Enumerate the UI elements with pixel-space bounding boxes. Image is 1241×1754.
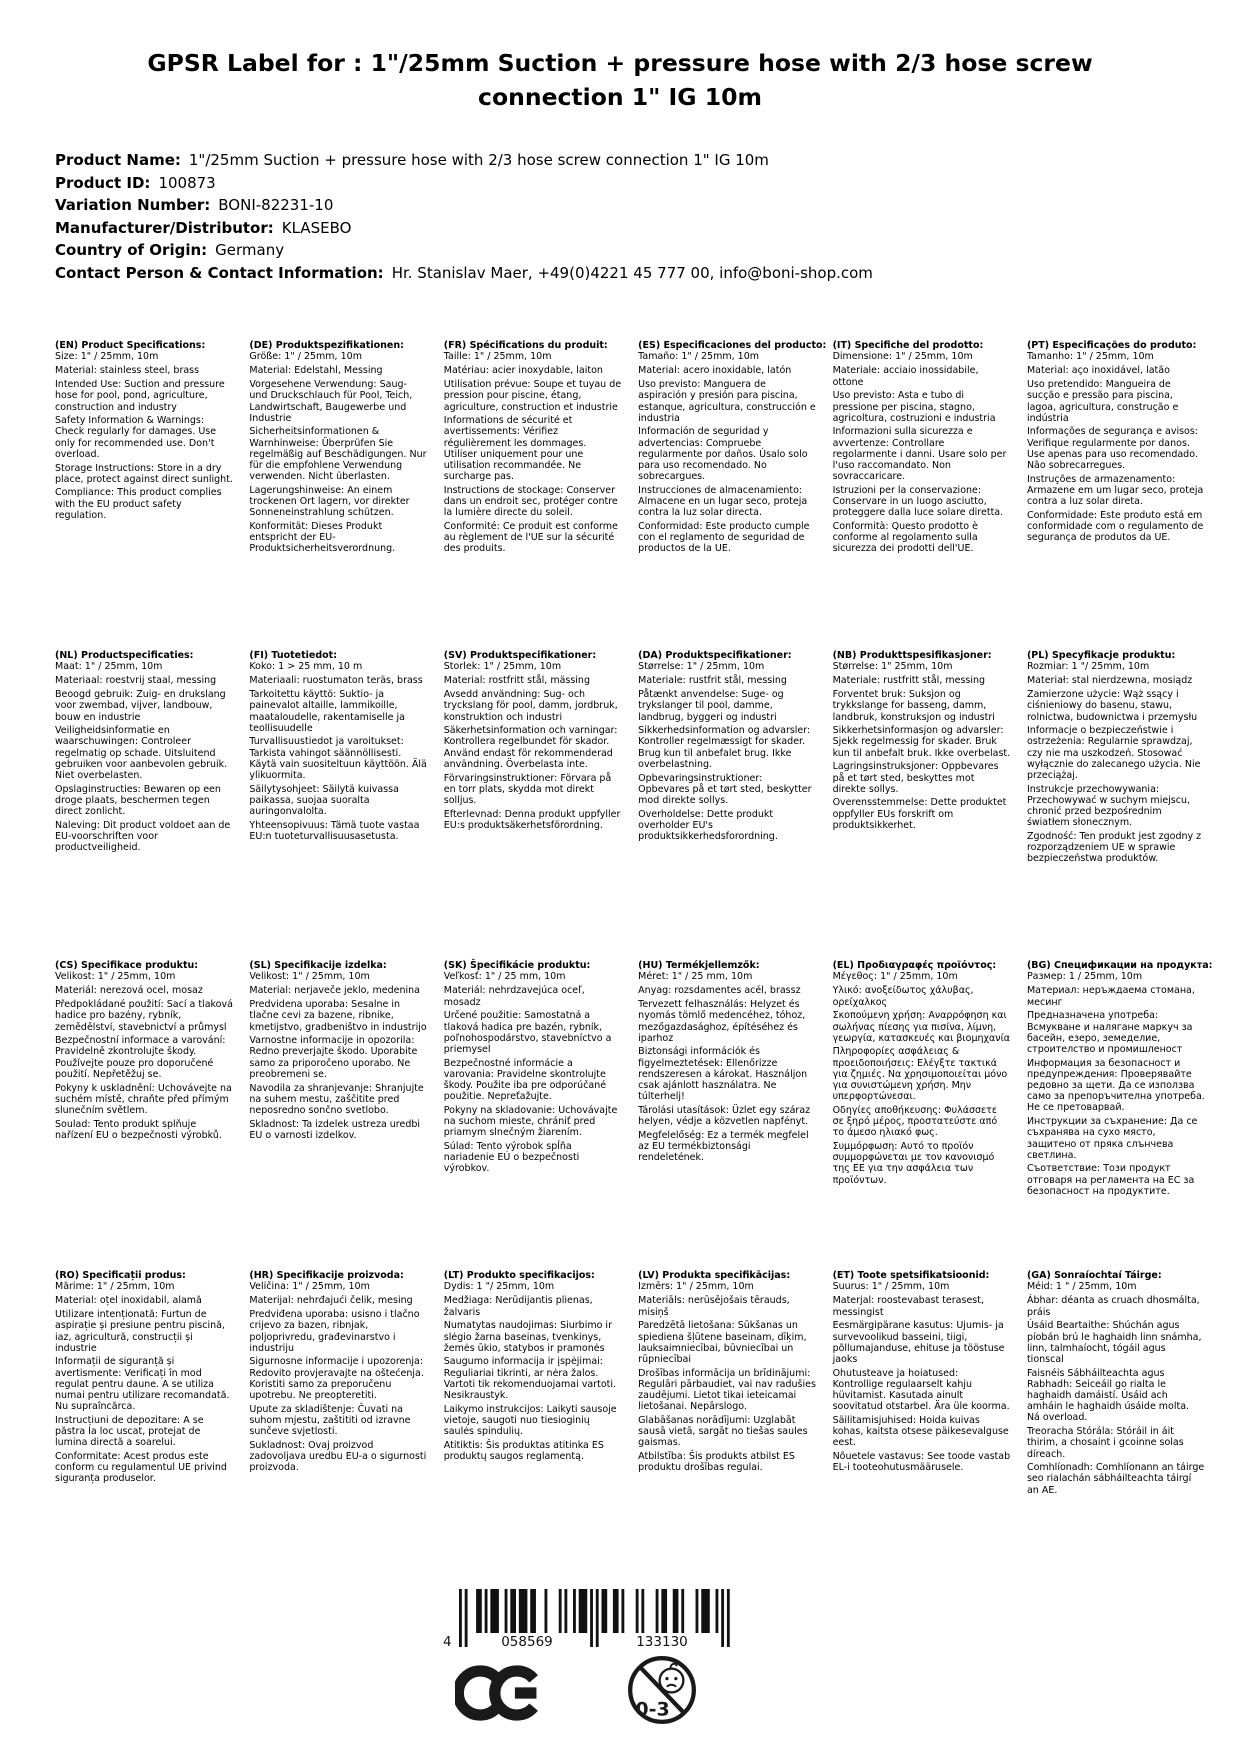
spec-paragraph: Storage Instructions: Store in a dry place, protect against direct sunlight. [55,462,233,485]
product-info-row [55,217,873,240]
spec-paragraph: Съответствие: Този продукт отговаря на регламента на ЕС за безопасност на продуктите. [1026,1163,1195,1197]
spec-block [249,960,427,1270]
spec-paragraph: Предназначена употреба: Всмукване и налягане маркуч за басейн, езеро, земеделие, строителство и промишленост [1026,1010,1193,1055]
spec-paragraph: Dimensione: 1" / 25mm, 10m [832,351,973,363]
spec-heading: (RO) Specificații produs: [55,1270,186,1281]
spec-paragraph: Taille: 1" / 25mm, 10m [443,351,552,363]
spec-paragraph: Materiał: stal nierdzewna, mosiądz [1026,675,1193,687]
spec-block [444,340,622,650]
spec-paragraph: Eesmärgipärane kasutus: Ujumis- ja survevoolikud basseini, tiigi, põllumajanduse, ehituse ja tööstuse jaoks [832,1320,1005,1365]
spec-paragraph: Tamaño: 1" / 25mm, 10m [638,351,759,363]
spec-paragraph: Materiál: nerezová ocel, mosaz [55,985,203,997]
spec-paragraph: Dydis: 1 "/ 25mm, 10m [443,1281,555,1293]
spec-block [638,1270,816,1498]
spec-block [249,340,427,650]
product-info-row [55,262,873,285]
spec-paragraph: Méret: 1" / 25 mm, 10m [638,971,753,983]
spec-block [249,650,427,960]
spec-paragraph: Ohutusteave ja hoiatused: Kontrollige regulaarselt kahju hüvitamist. Kasutada ainult soovitatud otstarbel. Ära üle koorma. [832,1367,1010,1413]
contact-value: Hr. Stanislav Maer, +49(0)4221 45 777 00, info@boni-shop.com [391,263,873,282]
spec-heading: (SV) Produktspecifikationer: [443,650,597,661]
spec-paragraph: Οδηγίες αποθήκευσης: Φυλάσσετε σε ξηρό μέρος, προστατεύστε από το άμεσο ηλιακό φως. [832,1104,998,1139]
spec-block [444,1270,622,1498]
spec-paragraph: Méid: 1 " / 25mm, 10m [1026,1281,1137,1293]
spec-block [55,340,233,650]
spec-paragraph: Størrelse: 1" / 25mm, 10m [638,661,765,673]
spec-paragraph: Velikost: 1" / 25mm, 10m [55,971,176,983]
manufacturer-value: KLASEBO [281,218,352,237]
spec-paragraph: Materiāls: nerūsējošais tērauds, misiņš [638,1295,790,1318]
spec-paragraph: Material: oțel inoxidabil, alamă [55,1295,202,1307]
spec-paragraph: Säilitamisjuhised: Hoida kuivas kohas, kaitsta otsese päikesevalguse eest. [832,1414,1009,1449]
spec-paragraph: Opbevaringsinstruktioner: Opbevares på et tørt sted, beskytter mod direkte sollys. [638,772,812,806]
spec-paragraph: Informazioni sulla sicurezza e avvertenze: Controllare regolarmente i danni. Usare solo per l'uso raccomandato. Non sovraccaricare. [832,426,1007,483]
spec-paragraph: Sicherheitsinformationen & Warnhinweise: Überprüfen Sie regelmäßig auf Beschädigungen. Nur für die empfohlene Verwendung verwenden. Nicht überlasten. [249,426,427,483]
spec-block [55,960,233,1270]
spec-block [1027,340,1205,650]
variation-number-label: Variation Number: [55,196,211,214]
spec-paragraph: Úsáid Beartaithe: Shúchán agus píobán brú le haghaidh linn snámha, linn, talmhaíocht, tógáil agus tionscal [1026,1320,1202,1365]
spec-heading: (HR) Specifikacije proizvoda: [249,1270,404,1281]
spec-paragraph: Påtænkt anvendelse: Suge- og trykslanger til pool, damme, landbrug, byggeri og industri [638,689,784,723]
spec-heading: (LT) Produkto specifikacijos: [443,1270,595,1281]
spec-paragraph: Drošības informācija un brīdinājumi: Regulāri pārbaudiet, vai nav radušies zaudējumi. Lietot tikai ieteicamai lietošanai. Nepārslogo. [638,1367,816,1413]
spec-paragraph: Materiale: rustfrit stål, messing [638,675,787,687]
spec-paragraph: Materijal: nehrđajući čelik, mesing [249,1295,413,1307]
spec-paragraph: Súlad: Tento výrobok spĺňa nariadenie EÚ o bezpečnosti výrobkov. [443,1141,580,1175]
spec-paragraph: Laikymo instrukcijos: Laikyti sausoje vietoje, saugoti nuo tiesioginių saulės spindulių. [443,1403,617,1438]
spec-heading: (FR) Spécifications du produit: [443,340,608,351]
spec-paragraph: Efterlevnad: Denna produkt uppfyller EU:s produktsäkerhetsförordning. [443,808,621,831]
spec-paragraph: Overholdelse: Dette produkt overholder EU's produktsikkerhedsforordning. [638,808,778,843]
spec-paragraph: Материал: неръждаема стомана, месинг [1026,985,1195,1008]
spec-paragraph: Istruzioni per la conservazione: Conservare in un luogo asciutto, proteggere dalla luce solare diretta. [832,484,1004,519]
spec-paragraph: Informations de sécurité et avertissements: Vérifiez régulièrement les dommages. Utiliser uniquement pour une utilisation recommandée. Ne surcharge pas. [443,415,587,483]
age-warning-label: 0-3 [635,1698,670,1721]
spec-paragraph: Materiál: nehrdzavejúca oceľ, mosadz [443,985,585,1008]
spec-block [444,650,622,960]
spec-paragraph: Materiale: rustfritt stål, messing [832,675,986,687]
spec-paragraph: Μέγεθος: 1" / 25mm, 10m [832,971,958,983]
spec-paragraph: Lagerungshinweise: An einem trockenen Ort lagern, vor direkter Sonneneinstrahlung schützen. [249,484,410,519]
spec-paragraph: Utilizare intenționată: Furtun de aspirație și presiune pentru piscină, iaz, agricultură, construcții și industrie [55,1309,225,1354]
spec-paragraph: Compliance: This product complies with the EU product safety regulation. [55,487,222,521]
spec-paragraph: Anyag: rozsdamentes acél, brassz [638,985,801,997]
spec-block [833,960,1011,1270]
spec-paragraph: Instrukcje przechowywania: Przechowywać w suchym miejscu, chronić przed bezpośrednim światłem słonecznym. [1026,783,1191,829]
spec-paragraph: Säilytysohjeet: Säilytä kuivassa paikassa, suojaa suoralta auringonvalolta. [249,783,399,818]
spec-paragraph: Atitiktis: Šis produktas atitinka ES produktų saugos reglamentą. [443,1439,604,1463]
spec-paragraph: Rozmiar: 1 "/ 25mm, 10m [1026,661,1150,673]
spec-paragraph: Matériau: acier inoxydable, laiton [443,365,603,377]
spec-paragraph: Conformitate: Acest produs este conform cu regulamentul UE privind siguranța produselor. [55,1451,227,1485]
spec-paragraph: Veiligheidsinformatie en waarschuwingen: Controleer regelmatig op schade. Uitsluitend gebruiken voor aanbevolen gebruik. Niet overbelasten. [55,725,228,782]
spec-paragraph: Размер: 1 / 25mm, 10m [1026,971,1143,983]
spec-paragraph: Material: nerjaveče jeklo, medenina [249,985,420,997]
spec-paragraph: Material: rostfritt stål, mässing [443,675,590,687]
spec-block [55,650,233,960]
spec-heading: (SL) Specifikacije izdelka: [249,960,387,971]
spec-grid [55,340,1213,1498]
manufacturer-label: Manufacturer/Distributor: [55,218,274,237]
ean-barcode-bars [441,1589,737,1651]
spec-paragraph: Atbilstība: Šis produkts atbilst ES produktu drošības regulai. [638,1451,795,1474]
spec-paragraph: Pokyny na skladovanie: Uchovávajte na suchom mieste, chrániť pred priamym slnečným žiarením. [443,1104,618,1139]
spec-block [638,960,816,1270]
spec-paragraph: Saugumo informacija ir įspėjimai: Reguliariai tikrinti, ar nėra žalos. Vartoti tik rekomenduojamai vartoti. Nesikraustyk. [443,1356,617,1402]
spec-paragraph: Predvidena uporaba: Sesalne in tlačne cevi za bazene, ribnike, kmetijstvo, gradbeništvo in industrijo [249,999,427,1033]
spec-paragraph: Paredzētā lietošana: Sūkšanas un spiediena šļūtene baseinam, dīķim, lauksaimniecībai, būvniecībai un rūpniecībai [638,1320,807,1365]
spec-heading: (CS) Specifikace produktu: [55,960,199,971]
spec-paragraph: Sukladnost: Ovaj proizvod zadovoljava uredbu EU-a o sigurnosti proizvoda. [249,1439,427,1474]
spec-paragraph: Nõuetele vastavus: See toode vastab EL-i tooteohutusmäärusele. [832,1451,1011,1474]
spec-paragraph: Bezpečnostní informace a varování: Pravidelně zkontrolujte škody. Používejte pouze pro doporučené použití. Nepřetěžuj se. [55,1035,226,1080]
spec-heading: (DE) Produktspezifikationen: [249,340,404,351]
spec-paragraph: Συμμόρφωση: Αυτό το προϊόν συμμορφώνεται με τον κανονισμό της ΕΕ για την ασφάλεια των προϊόντων. [832,1141,995,1186]
spec-paragraph: Předpokládané použití: Sací a tlaková hadice pro bazény, rybník, zemědělství, stavebnictví a průmysl [55,999,233,1033]
spec-heading: (ET) Toote spetsifikatsioonid: [832,1270,990,1281]
spec-paragraph: Material: Edelstahl, Messing [249,365,383,377]
spec-paragraph: Skladnost: Ta izdelek ustreza uredbi EU o varnosti izdelkov. [249,1118,421,1141]
spec-paragraph: Velikost: 1" / 25mm, 10m [249,971,370,983]
spec-paragraph: Navodila za shranjevanje: Shranjujte na suhem mestu, zaščitite pred neposredno sončno svetlobo. [249,1082,424,1116]
spec-paragraph: Material: aço inoxidável, latão [1026,365,1170,377]
spec-heading: (LV) Produkta specifikācijas: [638,1270,791,1281]
product-info [55,149,873,284]
spec-paragraph: Veľkosť: 1" / 25 mm, 10m [443,971,566,983]
spec-paragraph: Material: acero inoxidable, latón [638,365,792,377]
spec-paragraph: Conformité: Ce produit est conforme au règlement de l'UE sur la sécurité des produits. [443,521,618,555]
spec-block [833,340,1011,650]
spec-heading: (DA) Produktspecifikationer: [638,650,792,661]
spec-paragraph: Material: stainless steel, brass [55,365,200,377]
spec-paragraph: Sikkerhedsinformation og advarsler: Kontroller regelmæssigt for skader. Brug kun til anbefalet brug. Ikke overbelastning. [638,725,811,770]
ce-mark-icon [455,1663,543,1727]
spec-paragraph: Forventet bruk: Suksjon og trykkslange for basseng, damm, landbruk, konstruksjon og industri [832,689,995,723]
spec-heading: (EL) Προδιαγραφές προϊόντος: [832,960,997,971]
spec-block [833,1270,1011,1498]
spec-heading: (PT) Especificações do produto: [1026,340,1197,351]
spec-paragraph: Veličina: 1" / 25mm, 10m [249,1281,370,1293]
product-name-label: Product Name: [55,151,181,169]
spec-paragraph: Upute za skladištenje: Čuvati na suhom mjestu, zaštititi od izravne sunčeve svjetlosti. [249,1403,411,1438]
spec-paragraph: Instrucciones de almacenamiento: Almacene en un lugar seco, proteja contra la luz solar directa. [638,484,808,519]
spec-paragraph: Materjal: roostevabast terasest, messingist [832,1295,984,1318]
spec-paragraph: Instructions de stockage: Conserver dans un endroit sec, protéger contre la lumière directe du soleil. [443,484,618,519]
spec-heading: (HU) Termékjellemzők: [638,960,760,971]
spec-paragraph: Uso pretendido: Mangueira de sucção e pressão para piscina, lagoa, agricultura, construção e indústria [1026,379,1179,424]
spec-heading: (GA) Sonraíochtaí Táirge: [1026,1270,1162,1281]
spec-paragraph: Informacje o bezpieczeństwie i ostrzeżenia: Regularnie sprawdzaj, czy nie ma uszkodzeń. Stosować wyłącznie do zalecanego użycia. Nie przeciążaj. [1026,725,1201,782]
spec-block [1027,1270,1205,1498]
spec-block [1026,960,1213,1270]
spec-paragraph: Tervezett felhasználás: Helyzet és nyomás tömlő medencéhez, tóhoz, mezőgazdasághoz, építéséhez és iparhoz [638,999,806,1044]
spec-paragraph: Vorgesehene Verwendung: Saug- und Druckschlauch für Pool, Teich, Landwirtschaft, Baugewerbe und Industrie [249,379,413,424]
spec-paragraph: Tamanho: 1" / 25mm, 10m [1026,351,1154,363]
product-info-row [55,172,873,195]
spec-heading: (PL) Specyfikacje produktu: [1026,650,1176,661]
spec-paragraph: Megfelelőség: Ez a termék megfelel az EU termékbiztonsági rendeletének. [638,1129,809,1164]
country-of-origin-value: Germany [215,241,285,259]
spec-paragraph: Förvaringsinstruktioner: Förvara på en torr plats, skydda mot direkt solljus. [443,772,612,806]
spec-paragraph: Größe: 1" / 25mm, 10m [249,351,362,363]
spec-paragraph: Sigurnosne informacije i upozorenja: Redovito provjeravajte na oštećenja. Koristiti samo za preporučenu upotrebu. Ne preopteretiti. [249,1356,424,1402]
spec-paragraph: Información de seguridad y advertencias: Compruebe regularmente por daños. Úsalo solo para uso recomendado. No sobrecargues. [638,426,808,483]
spec-block [249,1270,427,1498]
page-title: GPSR Label for : 1"/25mm Suction + pressure hose with 2/3 hose screw connection 1" IG 10m [147,49,1093,112]
spec-block [444,960,622,1270]
spec-paragraph: Safety Information & Warnings: Check regularly for damages. Use only for recommended use. Don't overload. [55,415,217,460]
spec-heading: (NB) Produkttspesifikasjoner: [832,650,992,661]
country-of-origin-label: Country of Origin: [55,241,208,259]
spec-paragraph: Beoogd gebruik: Zuig- en drukslang voor zwembad, vijver, landbouw, bouw en industrie [55,689,226,723]
spec-block [638,340,827,650]
spec-paragraph: Sikkerhetsinformasjon og advarsler: Sjekk regelmessig for skader. Bruk kun til anbefalt bruk. Ikke overbelast. [832,725,1011,759]
product-info-row [55,149,873,172]
spec-paragraph: Glabāšanas norādījumi: Uzglabāt sausā vietā, sargāt no tiešas saules gaismas. [638,1414,808,1449]
spec-block [1027,650,1205,960]
spec-paragraph: Materiale: acciaio inossidabile, ottone [832,365,979,388]
spec-heading: (NL) Productspecificaties: [55,650,194,661]
barcode-digit-prefix: 4 [443,1634,452,1650]
spec-paragraph: Zgodność: Ten produkt jest zgodny z rozporządzeniem UE w sprawie bezpieczeństwa produktów. [1026,831,1202,865]
spec-paragraph: Avsedd användning: Sug- och tryckslang för pool, damm, jordbruk, konstruktion och industri [443,689,618,723]
spec-heading: (SK) Špecifikácie produktu: [443,960,591,971]
spec-paragraph: Turvallisuustiedot ja varoitukset: Tarkista vahingot säännöllisesti. Käytä vain suositeltuun käyttöön. Älä ylikuormita. [249,736,427,782]
spec-paragraph: Säkerhetsinformation och varningar: Kontrollera regelbundet för skador. Använd endast för rekommenderad användning. Överbelasta inte. [443,725,618,770]
spec-paragraph: Informații de siguranță și avertismente: Verificați în mod regulat pentru daune. A se utiliza numai pentru utilizare recomandată. Nu supraîncărca. [55,1356,230,1413]
spec-paragraph: Ábhar: déanta as cruach dhosmálta, práis [1026,1295,1200,1318]
spec-paragraph: Maat: 1" / 25mm, 10m [55,661,163,673]
barcode-digits-left: 058569 [501,1634,553,1650]
spec-heading: (ES) Especificaciones del producto: [638,340,827,351]
spec-paragraph: Utilisation prévue: Soupe et tuyau de pression pour piscine, étang, agriculture, construction et industrie [443,379,622,413]
spec-paragraph: Overensstemmelse: Dette produktet oppfyller EUs forskrift om produktsikkerhet. [832,797,1007,831]
spec-paragraph: Tárolási utasítások: Üzlet egy száraz helyen, védje a közvetlen napfényt. [638,1104,811,1128]
spec-paragraph: Intended Use: Suction and pressure hose for pool, pond, agriculture, construction and industry [55,379,225,413]
spec-paragraph: Comhlíonadh: Comhlíonann an táirge seo rialachán sábháilteachta táirgí an AE. [1026,1462,1205,1496]
spec-paragraph: Conformidad: Este producto cumple con el reglamento de seguridad de productos de la UE. [638,521,810,555]
contact-label: Contact Person & Contact Information: [55,263,384,282]
spec-paragraph: Opslaginstructies: Bewaren op een droge plaats, beschermen tegen direct zonlicht. [55,783,221,818]
spec-paragraph: Koko: 1 > 25 mm, 10 m [249,661,363,673]
spec-paragraph: Varnostne informacije in opozorila: Redno preverjajte škodo. Uporabite samo za priporočeno uporabo. Ne preobremeni se. [249,1035,418,1080]
age-warning-icon [624,1650,700,1734]
barcode-digits-right: 133130 [636,1634,688,1650]
spec-paragraph: Materiaal: roestvrij staal, messing [55,675,217,687]
spec-paragraph: Instruções de armazenamento: Armazene em um lugar seco, proteja contra a luz solar direta. [1026,473,1204,508]
spec-block [55,1270,233,1498]
spec-paragraph: Σκοπούμενη χρήση: Αναρρόφηση και σωλήνας πίεσης για πισίνα, λίμνη, γεωργία, κατασκευές και βιομηχανία [832,1010,1011,1044]
spec-paragraph: Predviđena uporaba: usisno i tlačno crijevo za bazen, ribnjak, poljoprivredu, građevinarstvo i industriju [249,1309,420,1354]
spec-paragraph: Biztonsági információk és figyelmeztetések: Ellenőrizze rendszeresen a károkat. Használjon csak ajánlott használatra. Ne túlterhelj! [638,1046,808,1103]
product-id-label: Product ID: [55,173,151,192]
spec-block [833,650,1011,960]
spec-heading: (BG) Спецификации на продукта: [1026,960,1213,971]
spec-paragraph: Conformità: Questo prodotto è conforme al regolamento sulla sicurezza dei prodotti dell'UE. [832,521,978,555]
ean-barcode [441,1589,737,1651]
spec-paragraph: Soulad: Tento produkt splňuje nařízení EU o bezpečnosti výrobků. [55,1118,222,1141]
spec-paragraph: Tarkoitettu käyttö: Suktio- ja painevalot altaille, lammikoille, maataloudelle, rakentamiselle ja teollisuudelle [249,689,405,734]
spec-paragraph: Informações de segurança e avisos: Verifique regularmente por danos. Use apenas para uso recomendado. Não sobrecarregues. [1026,426,1199,472]
product-info-row [55,194,873,217]
product-info-row [55,239,873,262]
spec-heading: (IT) Specifiche del prodotto: [832,340,984,351]
spec-paragraph: Izmērs: 1" / 25mm, 10m [638,1281,754,1293]
spec-paragraph: Uso previsto: Manguera de aspiración y presión para piscina, estanque, agricultura, construcción e industria [638,379,816,424]
spec-paragraph: Konformität: Dieses Produkt entspricht der EU-Produktsicherheitsverordnung. [249,521,396,555]
spec-paragraph: Lagringsinstruksjoner: Oppbevares på et tørt sted, beskyttes mot direkte sollys. [832,761,999,795]
spec-paragraph: Conformidade: Este produto está em conformidade com o regulamento de segurança de produtos da UE. [1026,509,1204,544]
spec-paragraph: Určené použitie: Samostatná a tlaková hadica pre bazén, rybník, poľnohospodárstvo, stavebníctvo a priemysel [443,1010,612,1055]
spec-paragraph: Υλικό: ανοξείδωτος χάλυβας, ορείχαλκος [832,985,974,1008]
spec-paragraph: Mărime: 1" / 25mm, 10m [55,1281,175,1293]
spec-heading: (EN) Product Specifications: [55,340,206,351]
spec-paragraph: Yhteensopivuus: Tämä tuote vastaa EU:n tuoteturvallisuusasetusta. [249,819,420,843]
spec-paragraph: Πληροφορίες ασφάλειας & προειδοποιήσεις: Ελέγξτε τακτικά για ζημιές. Να χρησιμοποιείται μόνο για συνιστώμενη χρήση. Μην υπερφορτώνεσαι. [832,1046,1008,1103]
spec-paragraph: Suurus: 1" / 25mm, 10m [832,1281,950,1293]
spec-paragraph: Treoracha Stórála: Stóráil in áit thirim, a chosaint i gcoinne solas díreach. [1026,1426,1184,1460]
spec-paragraph: Bezpečnostné informácie a varovania: Pravidelne skontrolujte škody. Použite iba pre odporúčané použitie. Nepreťažujte. [443,1057,607,1103]
spec-paragraph: Zamierzone użycie: Wąż ssący i ciśnieniowy do basenu, stawu, rolnictwa, budownictwa i przemysłu [1026,689,1198,723]
spec-paragraph: Medžiaga: Nerūdijantis plienas, žalvaris [443,1295,593,1318]
spec-paragraph: Инструкции за съхранение: Да се съхранява на сухо място, защитено от пряка слънчева светлина. [1026,1116,1198,1161]
spec-paragraph: Size: 1" / 25mm, 10m [55,351,159,363]
spec-paragraph: Numatytas naudojimas: Siurbimo ir slėgio žarna baseinas, tvenkinys, žemės ūkio, statybos ir pramonės [443,1320,612,1354]
spec-paragraph: Pokyny k uskladnění: Uchovávejte na suchém místě, chraňte před přímým slunečním světlem. [55,1082,232,1116]
spec-paragraph: Faisnéis Sábháilteachta agus Rabhadh: Seiceáil go rialta le haghaidh damáistí. Úsáid ach amháin le haghaidh úsáide molta. Ná overload. [1026,1367,1190,1424]
product-id-value: 100873 [158,173,216,192]
spec-paragraph: Materiaali: ruostumaton teräs, brass [249,675,423,687]
variation-number-value: BONI-82231-10 [218,196,334,214]
spec-paragraph: Størrelse: 1" 25mm, 10m [832,661,953,673]
spec-paragraph: Naleving: Dit product voldoet aan de EU-voorschriften voor productveiligheid. [55,819,231,854]
product-name-value: 1"/25mm Suction + pressure hose with 2/3 hose screw connection 1" IG 10m [188,151,769,169]
spec-block [638,650,816,960]
spec-paragraph: Uso previsto: Asta e tubo di pressione per piscina, stagno, agricoltura, costruzioni e industria [832,390,996,424]
spec-paragraph: Instrucțiuni de depozitare: A se păstra la loc uscat, protejat de lumina directă a soarelui. [55,1414,204,1449]
spec-paragraph: Storlek: 1" / 25mm, 10m [443,661,562,673]
spec-heading: (FI) Tuotetiedot: [249,650,338,661]
spec-paragraph: Информация за безопасност и предупреждения: Проверявайте редовно за щети. Да се използва само за препоръчителна употреба. Не се претоварвай. [1026,1057,1205,1114]
